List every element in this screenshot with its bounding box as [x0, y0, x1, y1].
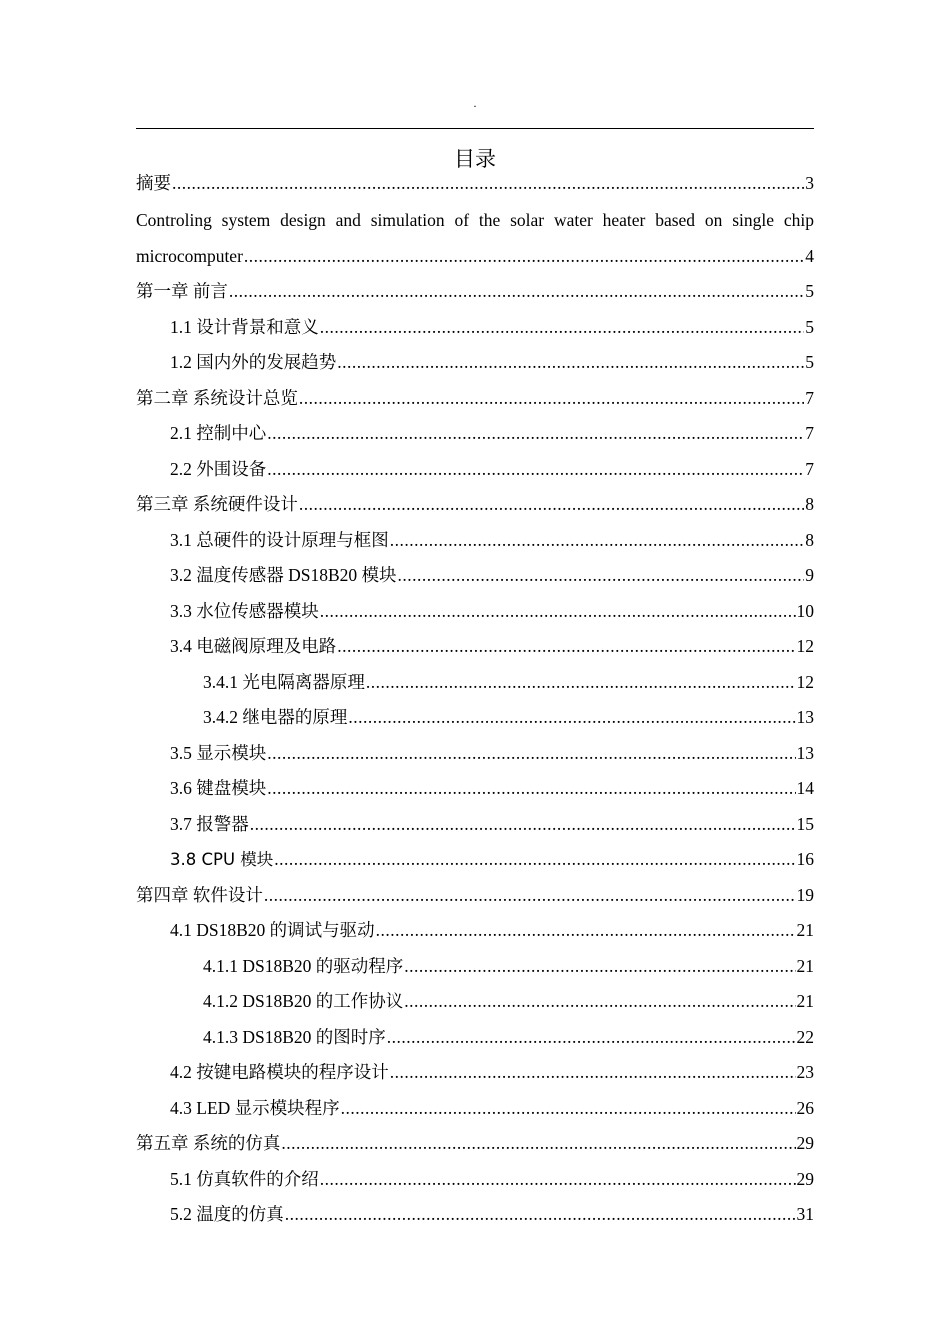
toc-entry-4-1[interactable] [136, 913, 814, 949]
toc-entry-page: 29 [796, 1168, 814, 1189]
toc-entry-label: 4.3 LED 显示模块程序 [170, 1097, 340, 1118]
toc-entry-label: 3.4 电磁阀原理及电路 [170, 636, 337, 656]
toc-dot-leader [229, 274, 804, 310]
toc-entry-label: 第一章 前言 [136, 281, 228, 301]
toc-entry-chapter-2[interactable] [136, 381, 814, 417]
toc-entry-1-1[interactable] [136, 310, 814, 346]
toc-entry-page: 16 [796, 849, 814, 869]
toc-entry-label: 5.2 温度的仿真 [170, 1204, 284, 1224]
toc-entry-label: 第三章 系统硬件设计 [136, 494, 298, 514]
toc-dot-leader [250, 807, 796, 843]
toc-entry-page: 12 [796, 636, 814, 656]
toc-entry-page: 5 [805, 316, 814, 337]
toc-entry-label: 1.2 国内外的发展趋势 [170, 352, 337, 372]
toc-entry-label: 3.2 温度传感器 DS18B20 模块 [170, 565, 397, 585]
toc-entry-page: 22 [796, 1026, 814, 1047]
toc-entry-label: 3.6 键盘模块 [170, 778, 267, 798]
toc-entry-page: 29 [796, 1133, 814, 1153]
toc-entry-page: 23 [796, 1062, 814, 1082]
toc-entry-label: microcomputer [136, 245, 243, 266]
toc-entry-page: 7 [805, 458, 814, 479]
toc-dot-leader [299, 381, 804, 417]
toc-dot-leader [320, 1162, 796, 1198]
toc-entry-abstract[interactable] [136, 166, 814, 202]
toc-entry-page: 8 [805, 494, 814, 514]
toc-entry-page: 21 [796, 991, 814, 1011]
toc-entry-2-1[interactable] [136, 416, 814, 452]
toc-dot-leader [320, 310, 805, 346]
toc-entry-label: 4.2 按键电路模块的程序设计 [170, 1062, 389, 1082]
toc-entry-chapter-1[interactable] [136, 274, 814, 310]
toc-dot-leader [267, 736, 795, 772]
toc-entry-label: 4.1 DS18B20 的调试与驱动 [170, 920, 375, 940]
toc-entry-label: 第五章 系统的仿真 [136, 1133, 281, 1153]
header-rule [136, 128, 814, 129]
toc-entry-page: 7 [805, 387, 814, 408]
toc-entry-label: 3.7 报警器 [170, 813, 249, 834]
toc-entry-3-2[interactable] [136, 558, 814, 594]
toc-entry-3-4-1[interactable] [136, 665, 814, 701]
toc-entry-3-4[interactable] [136, 629, 814, 665]
toc-entry-page: 15 [796, 813, 814, 834]
toc-dot-leader [267, 452, 804, 488]
toc-entry-label: 3.1 总硬件的设计原理与框图 [170, 529, 389, 550]
toc-dot-leader [348, 700, 795, 736]
toc-entry-1-2[interactable] [136, 345, 814, 381]
toc-dot-leader [267, 416, 804, 452]
toc-dot-leader [299, 487, 804, 523]
toc-dot-leader [337, 629, 795, 665]
toc-entry-page: 21 [796, 955, 814, 976]
toc-entry-page: 12 [796, 671, 814, 692]
toc-entry-page: 9 [805, 565, 814, 585]
toc-dot-leader [390, 1055, 796, 1091]
toc-entry-3-3[interactable] [136, 594, 814, 630]
toc-entry-chapter-5[interactable] [136, 1126, 814, 1162]
toc-entry-page: 7 [805, 423, 814, 443]
toc-entry-label: 4.1.2 DS18B20 的工作协议 [203, 991, 404, 1011]
toc-entry-4-2[interactable] [136, 1055, 814, 1091]
toc-entry-3-1[interactable] [136, 523, 814, 559]
toc-entry-label: 2.1 控制中心 [170, 423, 267, 443]
toc-entry-3-8[interactable] [136, 842, 814, 878]
toc-entry-page: 31 [796, 1204, 814, 1224]
toc-entry-5-2[interactable] [136, 1197, 814, 1233]
toc-entry-page: 5 [805, 281, 814, 301]
toc-dot-leader [366, 665, 796, 701]
toc-entry-2-2[interactable] [136, 452, 814, 488]
toc-entry-page: 21 [796, 920, 814, 940]
toc-entry-chapter-4[interactable] [136, 878, 814, 914]
header-mark: . [473, 96, 477, 110]
toc-entry-label: 3.4.2 继电器的原理 [203, 707, 348, 727]
toc-entry-4-1-1[interactable] [136, 949, 814, 985]
toc-entry-label: 3.5 显示模块 [170, 742, 267, 763]
table-of-contents [136, 166, 814, 1233]
toc-dot-leader [320, 594, 796, 630]
toc-entry-label: 第四章 软件设计 [136, 884, 263, 905]
toc-entry-label: 3.4.1 光电隔离器原理 [203, 671, 365, 692]
toc-entry-label: 摘要 [136, 173, 171, 193]
toc-dot-leader [387, 1020, 796, 1056]
toc-entry-3-5[interactable] [136, 736, 814, 772]
toc-entry-page: 3 [805, 173, 814, 193]
toc-dot-leader [274, 842, 795, 878]
toc-dot-leader [376, 913, 796, 949]
toc-dot-leader [390, 523, 805, 559]
toc-dot-leader [341, 1091, 796, 1127]
toc-entry-label: 4.1.3 DS18B20 的图时序 [203, 1026, 386, 1047]
toc-entry-label: 第二章 系统设计总览 [136, 387, 298, 408]
toc-dot-leader [281, 1126, 795, 1162]
toc-entry-page: 4 [805, 245, 814, 266]
toc-entry-4-3[interactable] [136, 1091, 814, 1127]
toc-entry-3-6[interactable] [136, 771, 814, 807]
toc-entry-label: 4.1.1 DS18B20 的驱动程序 [203, 955, 404, 976]
toc-dot-leader [285, 1197, 796, 1233]
toc-entry-english-title-line1[interactable]: Controling system design and simulation of the solar water heater based on single chip [136, 209, 814, 230]
toc-entry-4-1-3[interactable] [136, 1020, 814, 1056]
page-title: 目录 [454, 147, 496, 171]
toc-entry-4-1-2[interactable] [136, 984, 814, 1020]
toc-entry-page: 19 [796, 884, 814, 905]
toc-dot-leader [172, 166, 804, 202]
toc-dot-leader [398, 558, 805, 594]
toc-entry-page: 5 [805, 352, 814, 372]
toc-entry-label: 3.8 CPU 模块 [170, 850, 274, 869]
toc-entry-3-7[interactable] [136, 807, 814, 843]
toc-entry-label: 3.3 水位传感器模块 [170, 600, 319, 621]
toc-entry-page: 10 [796, 600, 814, 621]
toc-entry-page: 8 [805, 529, 814, 550]
toc-dot-leader [404, 984, 795, 1020]
toc-entry-english-title[interactable] [136, 239, 814, 275]
toc-dot-leader [267, 771, 795, 807]
toc-entry-page: 14 [796, 778, 814, 798]
toc-dot-leader [244, 239, 804, 275]
toc-dot-leader [404, 949, 795, 985]
toc-entry-page: 13 [796, 742, 814, 763]
toc-entry-page: 13 [796, 707, 814, 727]
toc-entry-page: 26 [796, 1097, 814, 1118]
toc-entry-chapter-3[interactable] [136, 487, 814, 523]
toc-entry-3-4-2[interactable] [136, 700, 814, 736]
toc-entry-5-1[interactable] [136, 1162, 814, 1198]
toc-dot-leader [264, 878, 796, 914]
toc-entry-label: 1.1 设计背景和意义 [170, 316, 319, 337]
toc-entry-label: 2.2 外围设备 [170, 458, 267, 479]
toc-dot-leader [337, 345, 804, 381]
toc-entry-label: 5.1 仿真软件的介绍 [170, 1168, 319, 1189]
